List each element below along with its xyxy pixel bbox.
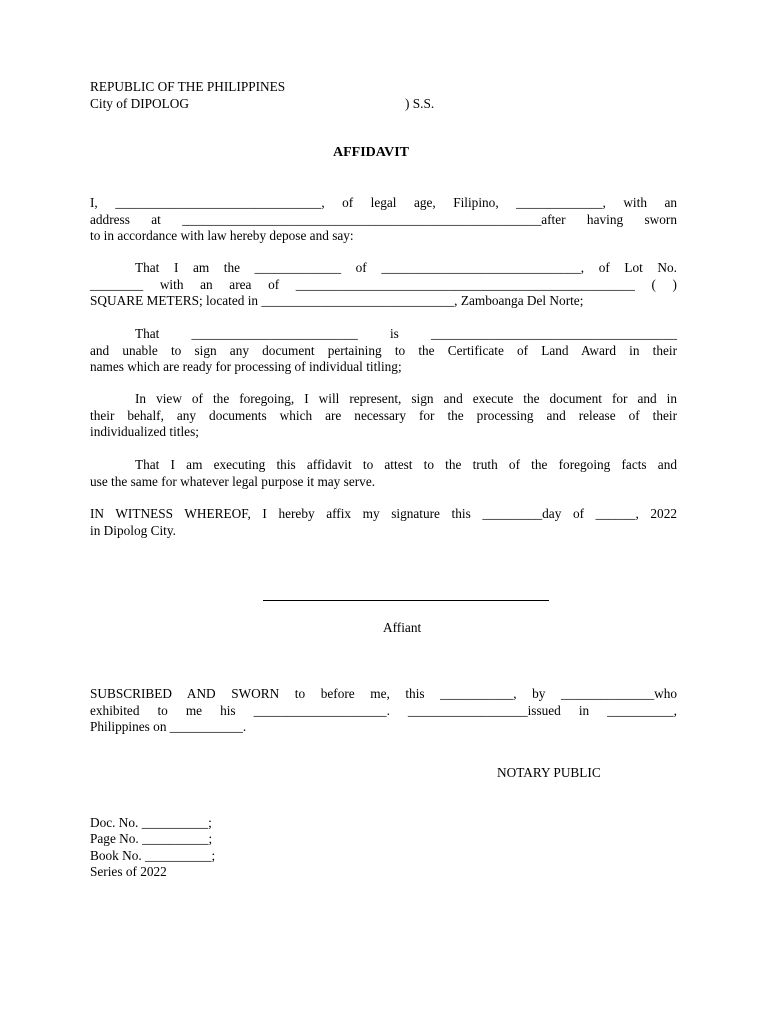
para1-line-2: ________ with an area of ___________________________________________________ ( ) — [90, 276, 677, 292]
para2-line-2: and unable to sign any document pertaining to the Certificate of Land Award in their — [90, 342, 677, 358]
document-title: AFFIDAVIT — [333, 145, 409, 160]
jurat-paragraph — [90, 686, 677, 736]
jurat-line-2: exhibited to me his ____________________. __________________issued in __________, — [90, 702, 677, 718]
paragraph-representation — [90, 391, 677, 441]
intro-line-1: I, _______________________________, of legal age, Filipino, _____________, with an — [90, 195, 677, 210]
header-ss: ) S.S. — [405, 96, 435, 111]
series-year: Series of 2022 — [90, 864, 167, 879]
intro-paragraph — [90, 195, 677, 245]
witness-paragraph — [90, 506, 677, 539]
para1-line-1: That I am the _____________ of ______________________________, of Lot No. — [135, 260, 677, 275]
witness-line-2: in Dipolog City. — [90, 522, 176, 538]
para4-line-1: That I am executing this affidavit to attest to the truth of the foregoing facts and — [135, 457, 677, 472]
para2-line-3: names which are ready for processing of individual titling; — [90, 359, 402, 374]
para3-line-1: In view of the foregoing, I will represent, sign and execute the document for and in — [135, 391, 677, 406]
witness-line-1: IN WITNESS WHEREOF, I hereby affix my signature this _________day of ______, 2022 — [90, 506, 677, 521]
paragraph-incapacity — [90, 326, 677, 376]
jurat-line-3: Philippines on ___________. — [90, 719, 247, 734]
para1-line-3: SQUARE METERS; located in _____________________________, Zamboanga Del Norte; — [90, 293, 584, 308]
para4-line-2: use the same for whatever legal purpose it may serve. — [90, 473, 376, 489]
para3-line-3: individualized titles; — [90, 424, 199, 439]
page-no: Page No. __________; — [90, 831, 213, 846]
affiant-label: Affiant — [383, 620, 422, 635]
paragraph-attestation — [90, 457, 677, 490]
jurat-line-1: SUBSCRIBED AND SWORN to before me, this ___________, by ______________who — [90, 686, 677, 701]
intro-line-3: to in accordance with law hereby depose and say: — [90, 228, 354, 243]
para2-line-1: That _________________________ is _____________________________________ — [135, 326, 677, 341]
header-republic: REPUBLIC OF THE PHILIPPINES — [90, 79, 286, 94]
doc-no: Doc. No. __________; — [90, 815, 212, 830]
affiant-signature-line — [263, 600, 549, 601]
para3-line-2: their behalf, any documents which are necessary for the processing and release of their — [90, 407, 677, 423]
notary-public-label: NOTARY PUBLIC — [497, 765, 601, 780]
intro-line-2: address at ______________________________________________________after having sworn — [90, 211, 677, 227]
book-no: Book No. __________; — [90, 848, 216, 863]
header-city: City of DIPOLOG — [90, 96, 189, 111]
paragraph-relationship — [90, 260, 677, 310]
